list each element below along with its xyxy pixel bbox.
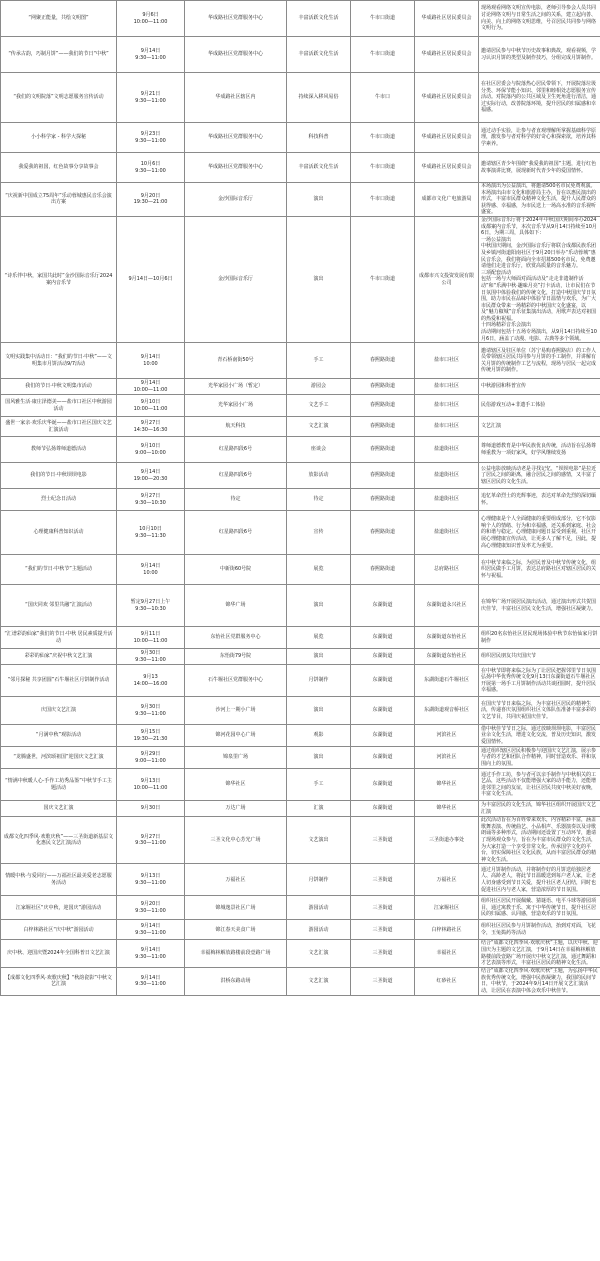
activity-type-cell: 丰富活跃文化生活 [287,1,351,37]
activity-time-cell: 9月10日 10:00—11:00 [117,395,185,417]
table-row [1,417,600,437]
activity-name-cell: 教师节弘扬尊师道德活动 [1,437,117,463]
activity-street-cell: 牛市口街道 [351,183,415,217]
activity-time-cell: 9月27日 9:30—10:30 [117,489,185,511]
activity-type-cell: 宣传 [287,511,351,555]
activity-venue-cell: 锦华广场 [185,585,287,627]
activity-table-body [1,1,600,996]
activity-street-cell: 东湖街道 [351,769,415,801]
activity-name-cell: “传承古韵，巧制月饼”——我们的节日“中秋” [1,37,117,73]
activity-type-cell: 观影 [287,725,351,747]
activity-content-cell: 邀请辖区青少年围绕“我爱我的祖国”主题，进行红色故事演讲比赛，展现新时代青少年的爱国情怀。 [479,153,600,183]
activity-time-cell: 9月14日 10:00—11:00 [117,379,185,395]
activity-type-cell: 文艺演出 [287,817,351,864]
activity-organizer-cell: 江家堰社区 [415,896,479,920]
activity-type-cell: 文艺手工 [287,395,351,417]
activity-organizer-cell: 东湖街道东怡社区 [415,649,479,665]
activity-venue-cell: 华成路社区党群服务中心 [185,153,287,183]
activity-street-cell: 春熙路街道 [351,463,415,489]
activity-time-cell: 9月14日 10:00 [117,343,185,379]
activity-type-cell: 科技科普 [287,123,351,153]
activity-venue-cell: 锦河花园中心广场 [185,725,287,747]
activity-street-cell: 东湖街道 [351,801,415,817]
activity-type-cell: 待定 [287,489,351,511]
activity-name-cell: 彩彩的仙家”庆祝中秋文艺汇演 [1,649,117,665]
activity-type-cell: 演出 [287,747,351,769]
activity-organizer-cell: 盐市口社区 [415,417,479,437]
activity-street-cell: 东湖街道 [351,747,415,769]
activity-venue-cell: 华成路社区辖区内 [185,73,287,123]
activity-venue-cell: 石牛堰社区党群服务中心 [185,665,287,697]
activity-content-cell: 在锦华广场开展居民演出活动，通过演出形式共贺国庆佳节，丰富社区居民文化生活，增强社区凝聚力。 [479,585,600,627]
activity-time-cell: 9月27日 14:30—16:30 [117,417,185,437]
activity-name-cell: “我们的节日·中秋节”主题活动 [1,555,117,585]
table-row [1,437,600,463]
activity-street-cell: 春熙路街道 [351,343,415,379]
activity-street-cell: 东湖街道 [351,665,415,697]
activity-content-cell: 在国庆节节日来临之际，为丰富社区居民的精神生活，传递喜庆氛围组织社区文体队伍准备丰富多彩的文艺节目，共同庆祝国庆佳节。 [479,697,600,725]
activity-street-cell: 东湖街道 [351,585,415,627]
activity-type-cell: 放影活动 [287,463,351,489]
activity-name-cell: 我爱我的祖国，红色故事分享故事会 [1,153,117,183]
activity-content-cell: 邀请居民参与中秋节历史故事和典故，观看视频，学习认识月饼的类型及制作技巧，分组完成月饼制作。 [479,37,600,73]
activity-street-cell: 春熙路街道 [351,489,415,511]
activity-organizer-cell: 盐道街社区 [415,489,479,511]
table-row [1,920,600,940]
activity-name-cell: 我们的节日·中秋文明集市活动 [1,379,117,395]
activity-type-cell: 游园活动 [287,896,351,920]
activity-street-cell: 春熙路街道 [351,555,415,585]
activity-content-cell: 民俗游戏互动+非遗手工体验 [479,395,600,417]
activity-type-cell: 演出 [287,649,351,665]
activity-content-cell: 在中秋节来临之际，为居民普及中秋节传统文化，组织居民做手工月饼，表达总府路社区对辖区居民的关怀与祝福。 [479,555,600,585]
activity-content-cell: 组织社区居民参与月饼制作活动，抬到对对面，飞花令，玉兔捣药等活动 [479,920,600,940]
activity-organizer-cell: 东湖街道永兴社区 [415,585,479,627]
activity-content-cell: 通过组织辖区居民积极参与迎国庆文艺汇演，展示参与者的才艺和团队合作精神，同时营造欢乐、祥和氛围向上的氛围。 [479,747,600,769]
activity-organizer-cell: 华成路社区居民委员会 [415,1,479,37]
activity-time-cell: 9月30日 9:30—11:00 [117,649,185,665]
table-row [1,585,600,627]
table-row [1,153,600,183]
activity-time-cell: 9月20日 9:30—11:00 [117,896,185,920]
activity-type-cell: 月饼制作 [287,864,351,896]
activity-name-cell: 情暖中秋·与爱同行——万福社区最美爱老志愿服务活动 [1,864,117,896]
activity-organizer-cell: 白梓林路社区 [415,920,479,940]
activity-content-cell: 借中秋佳节节日之际，通过放映坝坝电影，丰富居民业余文化生活，增进文化交流，普及历史知识，激发爱国情怀。 [479,725,600,747]
activity-type-cell: 丰富活跃文化生活 [287,153,351,183]
activity-content-cell: 组织20名东怡社区居民现场体验中秋节东怡仙家月饼制作 [479,627,600,649]
activity-organizer-cell: 盐道街社区 [415,511,479,555]
activity-name-cell: 小小科学家 - 科学大探秘 [1,123,117,153]
activity-organizer-cell: 盐市口社区 [415,395,479,417]
activity-venue-cell: 锦泉里广场 [185,747,287,769]
activity-organizer-cell: 盐道街社区 [415,437,479,463]
activity-time-cell: 9月14日 9:30—11:00 [117,37,185,73]
activity-street-cell: 东湖街道 [351,697,415,725]
activity-venue-cell: 航天科技 [185,417,287,437]
activity-time-cell: 9月27日 9:30—11:00 [117,817,185,864]
activity-organizer-cell: 万福社区 [415,864,479,896]
activity-type-cell: 手工 [287,769,351,801]
activity-type-cell: 演出 [287,585,351,627]
activity-content-cell: 为丰富居民的文化生活，锦华社区组织开展国庆文艺汇演 [479,801,600,817]
activity-venue-cell: 幸福梅林解放路楼前段壹路广场 [185,940,287,967]
activity-organizer-cell: 东湖街道石牛堰社区 [415,665,479,697]
activity-street-cell: 春熙路街道 [351,379,415,395]
activity-organizer-cell: 红砂社区 [415,967,479,995]
table-row [1,216,600,342]
activity-organizer-cell: 华成路社区居民委员会 [415,37,479,73]
activity-venue-cell: 华成路社区党群服务中心 [185,123,287,153]
activity-venue-cell: 红星路四段6号 [185,463,287,489]
activity-time-cell: 9月10日 9:00—10:00 [117,437,185,463]
activity-name-cell: “汇谱彩韵仙家”我们的节日·中秋 居民素质提升活动 [1,627,117,649]
table-row [1,967,600,995]
activity-venue-cell: 中新街60号院 [185,555,287,585]
activity-name-cell: 白梓林路社区“庆中秋”游园活动 [1,920,117,940]
activity-street-cell: 三圣街道 [351,940,415,967]
activity-street-cell: 三圣街道 [351,896,415,920]
activity-organizer-cell: 锦华社区 [415,801,479,817]
activity-type-cell: 座谈会 [287,437,351,463]
activity-time-cell: 9月13日 10:00—11:00 [117,769,185,801]
activity-name-cell: 我们的节日·中秋坝坝电影 [1,463,117,489]
activity-venue-cell: 锦江春天美食广场 [185,920,287,940]
activity-name-cell: “我们的文明院落”文明志愿服务宣传活动 [1,73,117,123]
activity-content-cell: 此次活动旨在为百姓带来欢乐，内容精彩丰富，涵盖歌舞表演、传统曲艺、小品相声、乐器演奏以及诗歌朗诵等多种形式，活动期间还设置了互动环节，邀请了现场观众参与，旨在为丰富市民群众的文化生活，为大家打造一个享受非常文化。传承国学文化的平台，切实保障社区文化民族，从而丰富居民群众的精神文化生活。 [479,817,600,864]
table-row [1,817,600,864]
activity-type-cell: 文艺汇演 [287,940,351,967]
activity-name-cell: 心理健康科普知识活动 [1,511,117,555]
activity-time-cell: 9月6日 10:00—11:00 [117,1,185,37]
activity-content-cell: 通过手作工坊，参与者可以亲手制作与中秋相关的工艺品，这些活动不仅能增强大家的动手能力，还能增进邻里之间的友谊，让社区居民共度中秋美好夜晚，丰富文化生活。 [479,769,600,801]
activity-time-cell: 9月30日 9:30—11:00 [117,697,185,725]
activity-venue-cell: 金沙国际音乐厅 [185,183,287,217]
activity-name-cell: 盛世一家亲·欢乐庆华诞——盐市口社区国庆文艺汇演活动 [1,417,117,437]
activity-content-cell: 通过动手实验，让参与者直观理解所掌握基础科学原理，激发参与者对科学的好奇心和探索欲，培养其科学素养。 [479,123,600,153]
activity-organizer-cell: 华成路社区居民委员会 [415,153,479,183]
activity-time-cell: 9月30日 [117,801,185,817]
activity-name-cell: “网聚正能量，共绘文明图” [1,1,117,37]
activity-name-cell: “邻月探秘 共享团圆”石牛堰社区月饼制作活动 [1,665,117,697]
activity-content-cell: 中秋游园和科普宣传 [479,379,600,395]
activity-content-cell: 通过月饼制作活动，并将制作好的月饼送给独居老人、高龄老人，将此节日温暖送到每户老人家，让老人切身感受到节日关爱，提升社区老人团结，同时也促进社区内与老人家，营造浓厚的节日氛围。 [479,864,600,896]
table-row [1,511,600,555]
activity-content-cell: 追忆革命烈士的光辉事迹，表达对革命先烈的深切缅怀。 [479,489,600,511]
table-row [1,697,600,725]
activity-content-cell: 金沙国际音乐厅将于2024年中秋国庆期间举办2024成都案内音乐节，本次音乐节从9月14日持续至10月6日，为期三周，具体如下： 一场公益演出 中秋国庆期间，金沙国际音乐厅将联合成都民族乐团及乡镇河街道阳南社区于9月20日举办“乐动蓉城”惠民音乐会，我们将面向全市招募500名市民，免费邀请他们走进音乐厅，欣赏高质量的音乐魅力。 三项配套活动 包括一场与大师面对面活动及“走走非遗制作活动”和“乐满中秋·趣味月亮”打卡活动，让市民们在节日氛围中体验我们的传统文化，打造中秋国庆节日氛围，助力市民在品味中体验节日温情与欢乐，为广大市民群众带来一场精彩的中秋国庆文化盛宴，以及“魅力椒城”音乐征集演出活动，用歌声表达对祖国的热爱和祝福。 十四场精彩音乐会演出 活动期间包括十五场专场演出，从9月14日持续至10月6日，涵盖了动漫、电影、古典等多个领域。 [479,216,600,342]
activity-type-cell: 演出 [287,216,351,342]
activity-name-cell: 庆国庆文艺汇演 [1,697,117,725]
table-row [1,665,600,697]
activity-name-cell: “龙腾盛世，河滨颂祖国”迎国庆文艺汇演 [1,747,117,769]
table-row [1,627,600,649]
activity-street-cell: 牛市口街道 [351,216,415,342]
table-row [1,123,600,153]
table-row [1,769,600,801]
activity-content-cell: 现场观看网络文明宣传电影，老师引导参会人员共同讨论网络文明与日常生活之间的关系，建立起向善、向美、向上的网络文明思维，号召居民共同参与网络文明行为。 [479,1,600,37]
activity-type-cell: 月饼制作 [287,665,351,697]
activity-type-cell: 展览 [287,555,351,585]
activity-content-cell: 在中秋节即将来临之际为了让居民把握邻里节日氛围弘扬中华优秀传统文化9月13日东湖街道石牛堰社区开展第一场手工月饼制作活动共谈团圆时，提升居民幸福感。 [479,665,600,697]
activity-content-cell: 邀请辖区及驻区单位（苏宁易购春熙路店）的工作人员带领辖区居民共同参与月饼的手工制作，并讲解有关月饼的传统制作工艺与流程，现场与居民一起完成传统月饼的制作。 [479,343,600,379]
activity-street-cell: 三圣街道 [351,967,415,995]
activity-venue-cell: 红星路四段6号 [185,437,287,463]
activity-street-cell: 春熙路街道 [351,417,415,437]
activity-organizer-cell: 华成路社区居民委员会 [415,73,479,123]
activity-time-cell: 9月14日 9:30—11:00 [117,940,185,967]
activity-venue-cell: 三圣文化中心芳光广场 [185,817,287,864]
activity-content-cell: 在社区居委会与院落热心居民带领下，开展院落垃圾分类、环保节能小知识、邻里和睦相处志愿服务宣传活动。对院落内的公共区域及卫生死角进行清洁，通过实际行动，改善院落环境，提升居民的归属感和幸福感。 [479,73,600,123]
activity-type-cell: 汇演 [287,801,351,817]
activity-name-cell: 文明实践集中活动日：“我们的节日·中秋”——文明集市月饼活动9/7活动 [1,343,117,379]
activity-name-cell: 国风雅生活·康庄泽德美——盐市口社区中秋游园活动 [1,395,117,417]
activity-time-cell: 9月20日 19:30—21:00 [117,183,185,217]
table-row [1,940,600,967]
activity-time-cell: 9月23日 9:30—11:00 [117,123,185,153]
activity-type-cell: 演出 [287,183,351,217]
activity-name-cell: 成都文化四季风·欢歌庆秋”——三圣街道新基层文化惠民文艺汇演活动 [1,817,117,864]
table-row [1,1,600,37]
activity-street-cell: 春熙路街道 [351,395,415,417]
activity-venue-cell: 华成路社区党群服务中心 [185,1,287,37]
activity-type-cell: 展览 [287,627,351,649]
activity-venue-cell: 金沙国际音乐厅 [185,216,287,342]
activity-street-cell: 牛市口街道 [351,37,415,73]
activity-content-cell: 组织居民朋友共庆国庆节 [479,649,600,665]
activity-time-cell: 9月15日 19:30—21:30 [117,725,185,747]
table-row [1,747,600,769]
activity-content-cell: 尊师道德教育是中华民族优良传统，活动旨在弘扬尊师重教为一项好家风，好学风继续发扬 [479,437,600,463]
activity-content-cell: 文艺汇演 [479,417,600,437]
activity-type-cell: 演出 [287,697,351,725]
activity-name-cell: “诗乐伴中秋，家国共此时”金沙国际音乐厅2024案内音乐节 [1,216,117,342]
activity-venue-cell: 洪桥东路动场 [185,967,287,995]
activity-venue-cell: 万福社区 [185,864,287,896]
activity-venue-cell: 锦华社区 [185,769,287,801]
activity-venue-cell: 光华家园小广场 [185,395,287,417]
activity-street-cell: 牛市口街道 [351,123,415,153]
activity-time-cell: 10月10日 9:30—11:30 [117,511,185,555]
activity-name-cell: “月满中秋”观影活动 [1,725,117,747]
table-row [1,801,600,817]
activity-organizer-cell: 总府路社区 [415,555,479,585]
activity-street-cell: 牛市口街道 [351,153,415,183]
activity-organizer-cell: 盐市口社区 [415,343,479,379]
activity-time-cell: 9月21日 9:30—11:00 [117,73,185,123]
table-row [1,896,600,920]
activity-name-cell: 庆中秋、迎国庆暨2024年全国科普日文艺汇演 [1,940,117,967]
activity-time-cell: 暂定9月27日上午 9:30—10:30 [117,585,185,627]
activity-organizer-cell: 东湖街道东怡社区 [415,627,479,649]
activity-venue-cell: 万达广场 [185,801,287,817]
activity-street-cell: 东湖街道 [351,649,415,665]
activity-time-cell: 9月14日 9:30—11:00 [117,967,185,995]
activity-name-cell: “情满中秋暖人心·手作工坊秀品鉴”中秋节手工主题活动 [1,769,117,801]
activity-organizer-cell: 河滨社区 [415,747,479,769]
activity-organizer-cell: 东湖街道观音桥社区 [415,697,479,725]
activity-name-cell: 国庆文艺汇演 [1,801,117,817]
activity-time-cell: 9月11日 10:00—11:00 [117,627,185,649]
activity-time-cell: 10月6日 9:30—11:00 [117,153,185,183]
table-row [1,343,600,379]
table-row [1,649,600,665]
activity-organizer-cell: 盐道街社区 [415,463,479,489]
activity-time-cell: 9月14日—10月6日 [117,216,185,342]
activity-name-cell: “国庆同欢 邻里共融”汇演活动 [1,585,117,627]
activity-street-cell: 东湖街道 [351,725,415,747]
activity-street-cell: 东湖街道 [351,627,415,649]
table-row [1,73,600,123]
activity-venue-cell: 待定 [185,489,287,511]
table-row [1,864,600,896]
activity-content-cell: 结合“成都文化四季风·欢歌庆秋”主题，为弘扬中华民族优秀传统文化，增强中民族凝聚力，我国的民间节日，中秋节，于2024年9月14日开展文艺汇演活动，让居民在表演中体会欢乐中秋佳节。 [479,967,600,995]
activity-organizer-cell: 盐市口社区 [415,379,479,395]
activity-name-cell: 烈士纪念日活动 [1,489,117,511]
table-row [1,37,600,73]
activity-content-cell: 组织社区居民开展佩戴、猜谜语、电平斗球等游园项目，通过寓教于乐、寓于中华传统节日，提升社区居民的归属感、认同感，营造欢乐的节日氛围。 [479,896,600,920]
activity-street-cell: 牛市口街道 [351,1,415,37]
activity-content-cell: 公益电影放映活动老是寻找记忆，“坝坝电影”是拉近了居民之间的距离，融合居民之间的感情，又丰富了辖区居民的文化生活。 [479,463,600,489]
activity-organizer-cell: 幸福社区 [415,940,479,967]
activity-street-cell: 三圣街道 [351,920,415,940]
activity-type-cell: 游园活动 [287,920,351,940]
activity-type-cell: 手工 [287,343,351,379]
activity-type-cell: 文艺汇演 [287,417,351,437]
activity-street-cell: 春熙路街道 [351,511,415,555]
activity-time-cell: 9月14日 9:30—11:00 [117,920,185,940]
activity-time-cell: 9月14日 19:00—20:30 [117,463,185,489]
activity-venue-cell: 沙河上一期小广场 [185,697,287,725]
activity-venue-cell: 光华家园小广场（暂定） [185,379,287,395]
activity-content-cell: 本场演出为公益演出，将邀请500名市民免费观演。本场演出由市文化和旅游局主办，旨在以惠民演出的形式，丰富市民群众精神文化生活，提升人民群众的获得感、幸福感，为市民送上一场高水准的音乐视听盛宴。 [479,183,600,217]
table-row [1,379,600,395]
activity-street-cell: 三圣街道 [351,864,415,896]
activity-venue-cell: 东怡街79号院 [185,649,287,665]
activity-organizer-cell: 成都市兴文投资发展有限公司 [415,216,479,342]
activity-venue-cell: 红星路四段6号 [185,511,287,555]
activity-type-cell: 丰富活跃文化生活 [287,37,351,73]
table-row [1,463,600,489]
activity-time-cell: 9月29日 9:00—11:00 [117,747,185,769]
activity-name-cell: 江家堰社区“庆中秋，迎国庆”游园活动 [1,896,117,920]
activity-organizer-cell: 三圣街道办事处 [415,817,479,864]
table-row [1,725,600,747]
activity-venue-cell: 东怡社区党群服务中心 [185,627,287,649]
activity-venue-cell: 青石桥南街50号 [185,343,287,379]
activity-organizer-cell: 河滨社区 [415,725,479,747]
activity-street-cell: 春熙路街道 [351,437,415,463]
table-row [1,555,600,585]
activity-name-cell: “庆祝新中国成立75周年”乐动蓉城惠民音乐会演出方案 [1,183,117,217]
table-row [1,183,600,217]
activity-venue-cell: 华成路社区党群服务中心 [185,37,287,73]
activity-street-cell: 三圣街道 [351,817,415,864]
activity-content-cell: 结合“成都文化四季风·欢歌庆秋”主题，以庆中秋、迎国庆为主题的文艺汇演，于9月14日在幸福梅林解放路楼前段壹路广场开展庆中秋文艺汇演，通过舞蹈和才艺表演等形式，丰富社区居民的精神文化生活。 [479,940,600,967]
activity-organizer-cell: 锦华社区 [415,769,479,801]
activity-type-cell: 文艺汇演 [287,967,351,995]
table-row [1,489,600,511]
activity-time-cell: 9月13 14:00—16:00 [117,665,185,697]
activity-name-cell: 【成都文化四季风·欢歌庆秋】“秋韵瓷影”中秋文艺汇演 [1,967,117,995]
table-row [1,395,600,417]
activity-organizer-cell: 成都市文化广电旅游局 [415,183,479,217]
activity-time-cell: 9月13日 9:30—11:00 [117,864,185,896]
activity-type-cell: 游园会 [287,379,351,395]
activity-venue-cell: 锦城逸景社区广场 [185,896,287,920]
activity-type-cell: 持续深入移风易俗 [287,73,351,123]
activity-time-cell: 9月14日 10:00 [117,555,185,585]
activity-organizer-cell: 华成路社区居民委员会 [415,123,479,153]
activity-street-cell: 牛市口 [351,73,415,123]
activity-content-cell: 心理健康是个人全面健康的重要组成部分，它不仅影响个人的情绪、行为和幸福感，还关系到家庭、社会的和谐与稳定。心理健康问题日益受到重视，社区开展心理健康宣传活动，让更多人了解不足，因此，提高心理健康知识普及率尤为重要。 [479,511,600,555]
